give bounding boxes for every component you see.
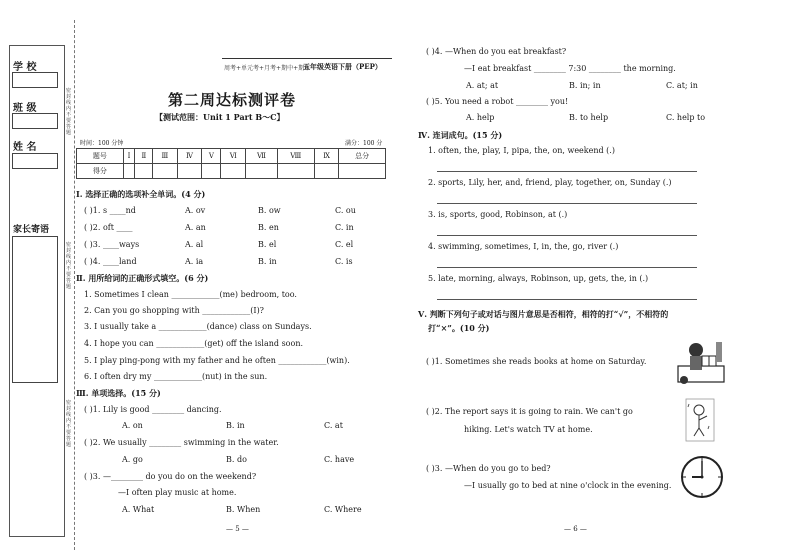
option-b: B. en	[258, 223, 279, 232]
score-cell: Ⅰ	[123, 149, 135, 164]
score-row-label: 得分	[77, 164, 124, 179]
mc-question: ( )2. We usually ________ swimming in the water.	[84, 438, 279, 447]
score-input[interactable]	[123, 164, 135, 179]
series-label: 周考+单元考+月考+期中+期末	[224, 65, 311, 72]
score-cell: Ⅴ	[202, 149, 221, 164]
word-order-question: 4. swimming, sometimes, I, in, the, go, river (.)	[428, 242, 619, 251]
class-label: 班 级	[13, 103, 37, 114]
question-item: ( )3. ____ways	[84, 240, 140, 249]
score-input[interactable]	[221, 164, 246, 179]
judge-question: ( )3. —When do you go to bed?	[426, 464, 551, 473]
score-cell: Ⅶ	[246, 149, 277, 164]
class-field[interactable]	[12, 113, 58, 129]
judge-question-line2: —I usually go to bed at nine o'clock in the evening.	[464, 481, 672, 490]
mc-question: ( )3. —________ do you do on the weekend?	[84, 472, 257, 481]
option-b: B. to help	[569, 113, 609, 122]
option-b: B. el	[258, 240, 277, 249]
score-input[interactable]	[177, 164, 202, 179]
score-cell: Ⅷ	[277, 149, 314, 164]
score-input[interactable]	[246, 164, 277, 179]
judge-question: ( )2. The report says it is going to rain. We can't go	[426, 407, 633, 416]
option-c: C. at; in	[666, 81, 698, 90]
option-a: A. go	[122, 455, 143, 464]
page-number: — 5 —	[226, 525, 249, 533]
page-title: 第二周达标测评卷	[168, 91, 297, 109]
word-order-question: 5. late, morning, always, Robinson, up, gets, the, in (.)	[428, 274, 649, 283]
option-c: C. Where	[324, 505, 362, 514]
question-item: ( )4. ____land	[84, 257, 137, 266]
girl-reading-picture	[676, 336, 726, 386]
score-input[interactable]	[315, 164, 339, 179]
name-field[interactable]	[12, 153, 58, 169]
seal-text: 密封线内不要答题	[66, 242, 72, 290]
seal-dashed-line	[74, 20, 75, 550]
option-b: B. in	[258, 257, 277, 266]
option-c: C. help to	[666, 113, 706, 122]
word-order-question: 3. is, sports, good, Robinson, at (.)	[428, 210, 568, 219]
score-cell: 总分	[339, 149, 386, 164]
option-a: A. al	[185, 240, 204, 249]
parent-message-label: 家长寄语	[13, 225, 50, 235]
option-b: B. When	[226, 505, 261, 514]
option-c: C. at	[324, 421, 343, 430]
mc-question: ( )4. —When do you eat breakfast?	[426, 47, 567, 56]
option-c: C. is	[335, 257, 353, 266]
section-heading: Ⅱ. 用所给词的正确形式填空。(6 分)	[76, 273, 209, 283]
score-input[interactable]	[202, 164, 221, 179]
option-b: B. in; in	[569, 81, 601, 90]
test-scope: 【测试范围：Unit 1 Part B～C】	[155, 112, 285, 122]
option-c: C. ou	[335, 206, 356, 215]
section-heading: Ⅲ. 单项选择。(15 分)	[76, 388, 161, 398]
option-a: A. an	[185, 223, 206, 232]
seal-text: 密封线内不要答题	[66, 88, 72, 136]
mc-question-line2: —I eat breakfast ________ 7:30 ________ the morning.	[464, 64, 676, 73]
score-input[interactable]	[153, 164, 177, 179]
header-rule	[222, 58, 392, 59]
word-order-question: 2. sports, Lily, her, and, friend, play, together, on, Sunday (.)	[428, 178, 672, 187]
judge-question: ( )1. Sometimes she reads books at home on Saturday.	[426, 357, 647, 366]
parent-message-field[interactable]	[12, 236, 58, 383]
book-label: 五年级英语下册（PEP）	[303, 62, 382, 71]
score-input[interactable]	[339, 164, 386, 179]
mc-question: ( )5. You need a robot ________ you!	[426, 97, 569, 106]
option-a: A. on	[122, 421, 143, 430]
name-label: 姓 名	[13, 142, 37, 153]
option-a: A. ov	[185, 206, 206, 215]
section-heading: Ⅴ. 判断下列句子或对话与图片意思是否相符，相符的打“√”，不相符的	[418, 309, 669, 319]
option-c: C. have	[324, 455, 355, 464]
score-input[interactable]	[135, 164, 153, 179]
answer-line[interactable]	[437, 235, 697, 236]
option-c: C. el	[335, 240, 354, 249]
section-heading: Ⅰ. 选择正确的选项补全单词。(4 分)	[76, 189, 206, 199]
fill-question: 5. I play ping-pong with my father and he often ____________(win).	[84, 356, 350, 365]
option-b: B. in	[226, 421, 245, 430]
option-c: C. in	[335, 223, 354, 232]
option-a: A. ia	[185, 257, 204, 266]
score-cell: Ⅲ	[153, 149, 177, 164]
answer-line[interactable]	[437, 203, 697, 204]
mc-question-line2: —I often play music at home.	[118, 488, 237, 497]
score-table	[76, 148, 386, 179]
judge-question-line2: hiking. Let's watch TV at home.	[464, 425, 593, 434]
question-item: ( )1. s ____nd	[84, 206, 136, 215]
page-number: — 6 —	[564, 525, 587, 533]
fill-question: 6. I often dry my ____________(nut) in the sun.	[84, 372, 268, 381]
answer-line[interactable]	[437, 267, 697, 268]
score-cell: Ⅱ	[135, 149, 153, 164]
option-a: A. What	[122, 505, 155, 514]
score-cell: Ⅸ	[315, 149, 339, 164]
rain-picture	[685, 398, 715, 442]
answer-line[interactable]	[437, 299, 697, 300]
fill-question: 4. I hope you can ____________(get) off the island soon.	[84, 339, 304, 348]
seal-text: 密封线内不要答题	[66, 400, 72, 448]
score-cell: Ⅵ	[221, 149, 246, 164]
option-a: A. at; at	[466, 81, 499, 90]
option-a: A. help	[466, 113, 495, 122]
score-cell: 题号	[77, 149, 124, 164]
score-cell: Ⅳ	[177, 149, 202, 164]
full-score: 满分：100 分	[345, 140, 383, 147]
section-heading: Ⅳ. 连词成句。(15 分)	[418, 130, 503, 140]
word-order-question: 1. often, the, play, I, pipa, the, on, weekend (.)	[428, 146, 615, 155]
school-field[interactable]	[12, 72, 58, 88]
clock-picture	[680, 455, 724, 499]
mc-question: ( )1. Lily is good ________ dancing.	[84, 405, 222, 414]
time-limit: 时间：100 分钟	[80, 140, 124, 147]
question-item: ( )2. oft ____	[84, 223, 133, 232]
fill-question: 1. Sometimes I clean ____________(me) bedroom, too.	[84, 290, 297, 299]
fill-question: 3. I usually take a ____________(dance) class on Sundays.	[84, 322, 312, 331]
option-b: B. ow	[258, 206, 281, 215]
answer-line[interactable]	[437, 171, 697, 172]
school-label: 学 校	[13, 62, 37, 73]
section-heading-line2: 打“×”。(10 分)	[428, 323, 490, 333]
score-input[interactable]	[277, 164, 314, 179]
fill-question: 2. Can you go shopping with ____________(I)?	[84, 306, 264, 315]
option-b: B. do	[226, 455, 247, 464]
